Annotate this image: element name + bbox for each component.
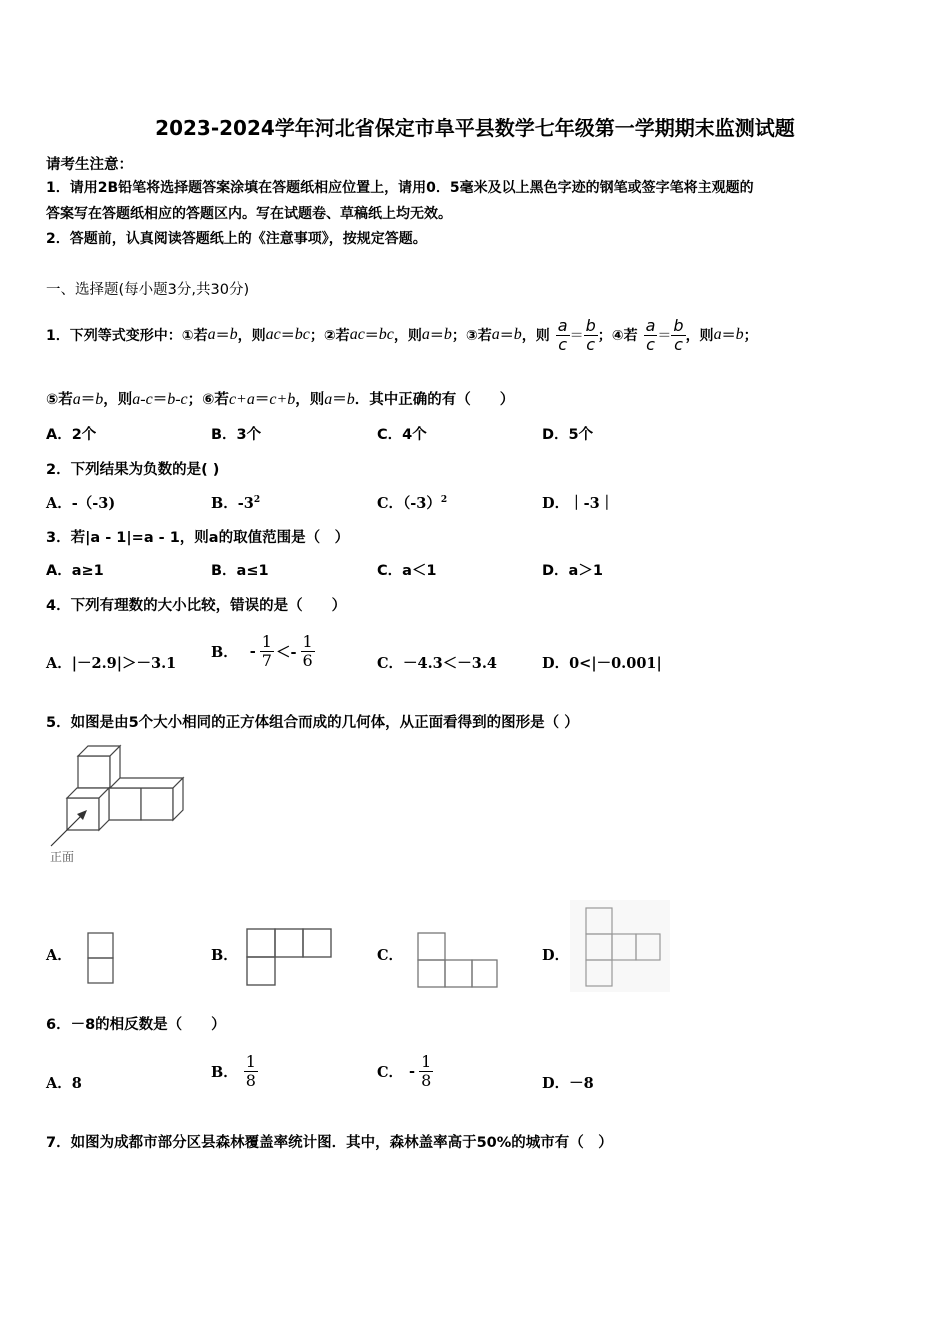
q2-option-d[interactable]: D．｜-3｜ [542,495,615,512]
fraction-1-over-8 [419,1053,433,1090]
semi: ； [743,328,758,344]
num: 1 [261,631,272,651]
var-b: b [229,326,238,343]
question-3-stem: 3．若|a - 1|=a - 1，则a的取值范围是（ ） [46,530,350,546]
q2-b-text: B．-3 [211,495,254,512]
den: 8 [421,1070,432,1090]
den: c [586,334,596,354]
q3-option-a[interactable]: A．a≥1 [46,563,104,579]
fraction-b-over-c [584,317,598,354]
q1-tail: ．其中正确的有（ ） [354,392,515,408]
var-a: a [324,391,333,408]
den: 6 [302,650,313,670]
q5-option-d-figure[interactable] [570,900,670,992]
expr-a-minus-c: a-c [132,391,153,408]
q1-option-b[interactable]: B．3个 [211,427,262,443]
then: ，则 [685,328,714,344]
q1-option-a[interactable]: A．2个 [46,427,97,443]
q6-option-c[interactable] [377,1046,433,1096]
num: b [673,315,684,335]
q2-c-text: C．（-3） [377,495,441,512]
var-ac: ac [265,326,281,343]
fraction-a-over-c [644,317,658,354]
minus: - [249,642,256,660]
q6-c-label: C． [377,1063,404,1081]
q5-option-b[interactable]: B． [211,947,238,964]
q5-option-a-figure[interactable] [86,931,116,987]
den: 8 [245,1070,256,1090]
question-2-stem: 2．下列结果为负数的是( ) [46,462,220,478]
q4-option-b[interactable] [211,626,315,676]
eq: ＝ [364,328,379,344]
num: 1 [245,1051,256,1071]
var-b: b [95,391,104,408]
var-bc: bc [294,326,310,343]
fraction-1-over-7 [260,633,274,670]
page-title: 2023-2024学年河北省保定市阜平县数学七年级第一学期期末监测试题 [155,116,795,140]
q2-b-exp: 2 [253,495,261,506]
q4-option-d[interactable]: D．0<|－0.001| [542,655,662,672]
q2-option-b[interactable] [211,492,260,513]
eq: ＝ [721,328,736,344]
num: a [645,315,656,335]
fraction-1-over-6 [301,633,315,670]
cond-5: ⑤若 [46,392,73,408]
semi: ； [597,328,612,344]
then: ，则 [521,328,550,344]
eq: ＝ [657,328,672,344]
q6-option-a[interactable]: A．8 [46,1075,82,1092]
num: b [585,315,596,335]
question-6-stem: 6．－8的相反数是（ ） [46,1017,226,1033]
var-a: a [491,326,500,343]
front-label: 正面 [50,850,75,864]
then: ，则 [237,328,266,344]
section-heading: 一、选择题(每小题3分,共30分) [46,282,250,298]
eq: ＝ [280,328,295,344]
var-bc: bc [378,326,394,343]
q2-option-c[interactable] [377,492,447,513]
eq: ＝ [569,328,584,344]
then: ，则 [103,392,133,408]
semi: ； [309,328,324,344]
var-ac: ac [349,326,365,343]
cond-6: ⑥若 [202,392,229,408]
question-5-stem: 5．如图是由5个大小相同的正方体组合而成的几何体，从正面看得到的图形是（ ） [46,715,579,731]
question-1-line2 [46,388,514,409]
eq: ＝ [215,328,230,344]
eq: ＝ [254,392,270,408]
var-a: a [421,326,430,343]
semi: ； [187,392,203,408]
den: c [558,334,568,354]
expr-c-plus-a: c+a [228,391,255,408]
num: 1 [421,1051,432,1071]
den: 7 [261,650,272,670]
var-a: a [713,326,722,343]
notice-line1b: 答案写在答题纸相应的答题区内。写在试题卷、草稿纸上均无效。 [46,206,452,222]
q6-b-label: B． [211,1063,238,1081]
q2-option-a[interactable]: A．-（-3) [46,495,116,512]
q4-option-c[interactable]: C．－4.3＜－3.4 [377,655,497,672]
then: ，则 [393,328,422,344]
num: a [557,315,568,335]
q4-option-a[interactable]: A．|－2.9|＞－3.1 [46,655,177,672]
q3-option-c[interactable]: C．a＜1 [377,563,437,579]
eq: ＝ [499,328,514,344]
q5-option-a[interactable]: A． [46,947,72,964]
var-b: b [513,326,522,343]
notice-line2: 2．答题前，认真阅读答题纸上的《注意事项》，按规定答题。 [46,231,427,247]
eq: ＝ [80,392,96,408]
expr-b-minus-c: b-c [167,391,188,408]
eq: ＝ [152,392,168,408]
q4-b-label: B． [211,643,238,661]
less-than-minus: ＜- [275,643,297,661]
den: c [646,334,655,354]
q6-option-d[interactable]: D．－8 [542,1075,594,1092]
question-7-stem: 7．如图为成都市部分区县森林覆盖率统计图．其中，森林盖率高于50%的城市有（ ） [46,1135,613,1151]
cond-2: ②若 [323,328,350,344]
fraction-b-over-c [671,317,685,354]
fraction-a-over-c [556,317,570,354]
expr-c-plus-b: c+b [269,391,296,408]
notice-heading: 请考生注意： [46,157,133,173]
eq: ＝ [429,328,444,344]
q5-option-c-figure[interactable] [415,930,501,990]
question-4-stem: 4．下列有理数的大小比较，错误的是（ ） [46,598,347,614]
then: ，则 [295,392,325,408]
minus: - [409,1062,416,1080]
q5-option-c[interactable]: C． [377,947,404,964]
var-b: b [443,326,452,343]
eq: ＝ [332,392,347,408]
q5-option-b-figure[interactable] [244,926,334,988]
q1-option-d[interactable]: D．5个 [542,427,594,443]
question-1-line1 [46,300,758,370]
q5-option-d[interactable]: D． [542,947,570,964]
fraction-1-over-8 [244,1053,258,1090]
q1-option-c[interactable]: C．4个 [377,427,427,443]
q2-c-exp: 2 [440,495,448,506]
cond-3: ③若 [465,328,492,344]
q3-option-b[interactable]: B．a≤1 [211,563,269,579]
var-a: a [207,326,216,343]
var-a: a [72,391,81,408]
cond-4: ④若 [611,328,638,344]
q3-option-d[interactable]: D．a＞1 [542,563,603,579]
notice-line1a: 1．请用2B铅笔将选择题答案涂填在答题纸相应位置上，请用0．5毫米及以上黑色字迹的钢笔或签字笔将主观题的 [46,180,754,196]
q6-option-b[interactable] [211,1046,258,1096]
q1-text: 1．下列等式变形中：①若 [46,328,208,344]
var-b: b [346,391,355,408]
semi: ； [451,328,466,344]
den: c [674,334,683,354]
var-b: b [735,326,744,343]
num: 1 [302,631,313,651]
